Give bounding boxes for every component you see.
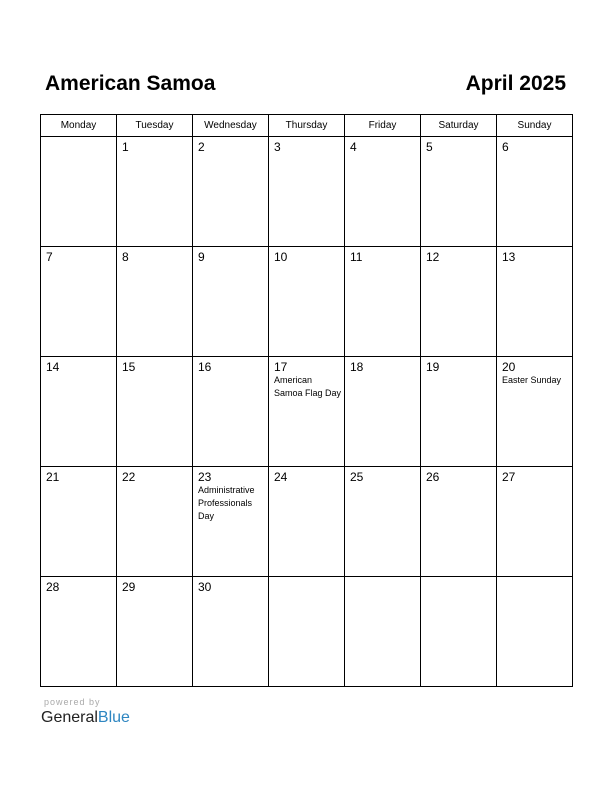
day-cell — [41, 357, 117, 467]
day-number: 19 — [426, 360, 440, 374]
day-cell — [269, 467, 345, 577]
day-number: 3 — [274, 140, 281, 154]
day-number — [421, 577, 496, 580]
holiday-label: Easter Sunday — [502, 375, 562, 385]
week-row — [41, 357, 573, 467]
day-cell — [117, 357, 193, 467]
day-number: 26 — [426, 470, 440, 484]
day-number: 29 — [122, 580, 136, 594]
day-number: 27 — [502, 470, 516, 484]
day-cell — [497, 137, 573, 247]
calendar-month-title: April 2025 — [465, 72, 566, 95]
day-cell — [345, 467, 421, 577]
brand-blue-text: Blue — [97, 709, 130, 726]
week-row — [41, 137, 573, 247]
day-number: 2 — [198, 140, 205, 154]
day-number: 9 — [198, 250, 205, 264]
day-cell — [193, 357, 269, 467]
holiday-label: Administrative Professionals Day — [198, 485, 255, 521]
day-number: 17 — [274, 360, 288, 374]
weekday-header: Thursday — [269, 115, 345, 137]
brand-general-text: General — [41, 709, 98, 726]
day-cell — [41, 467, 117, 577]
day-number — [345, 577, 420, 580]
day-cell — [41, 577, 117, 687]
day-cell — [497, 247, 573, 357]
day-number: 18 — [350, 360, 364, 374]
week-row — [41, 247, 573, 357]
day-cell — [117, 577, 193, 687]
day-number: 1 — [122, 140, 129, 154]
calendar-region-title: American Samoa — [45, 72, 216, 95]
day-number: 22 — [122, 470, 136, 484]
calendar-grid — [40, 114, 573, 687]
day-cell — [269, 577, 345, 687]
day-number: 21 — [46, 470, 60, 484]
day-cell — [345, 247, 421, 357]
day-cell — [193, 137, 269, 247]
day-cell — [193, 467, 269, 577]
day-number: 24 — [274, 470, 288, 484]
day-cell — [193, 247, 269, 357]
day-number: 10 — [274, 250, 288, 264]
weekday-header-row — [41, 115, 573, 137]
day-number: 12 — [426, 250, 440, 264]
day-cell — [421, 247, 497, 357]
day-number: 28 — [46, 580, 60, 594]
weekday-header: Friday — [345, 115, 421, 137]
holiday-label: American Samoa Flag Day — [274, 375, 342, 398]
day-cell — [497, 357, 573, 467]
day-cell — [421, 577, 497, 687]
day-number: 13 — [502, 250, 516, 264]
day-cell — [345, 137, 421, 247]
weekday-header: Wednesday — [193, 115, 269, 137]
day-number: 14 — [46, 360, 60, 374]
day-number: 5 — [426, 140, 433, 154]
day-number: 7 — [46, 250, 53, 264]
day-number — [497, 577, 572, 580]
week-row — [41, 467, 573, 577]
day-cell — [269, 247, 345, 357]
day-number: 15 — [122, 360, 136, 374]
day-cell — [269, 357, 345, 467]
day-cell — [497, 467, 573, 577]
day-number: 8 — [122, 250, 129, 264]
generalblue-logo[interactable] — [41, 708, 130, 728]
day-cell — [117, 247, 193, 357]
day-number — [41, 137, 116, 140]
day-cell — [421, 357, 497, 467]
weekday-header: Tuesday — [117, 115, 193, 137]
day-cell — [117, 467, 193, 577]
day-cell — [41, 247, 117, 357]
day-cell — [193, 577, 269, 687]
day-number: 16 — [198, 360, 212, 374]
weekday-header: Sunday — [497, 115, 573, 137]
day-cell — [117, 137, 193, 247]
week-row — [41, 577, 573, 687]
day-cell — [345, 357, 421, 467]
day-cell — [41, 137, 117, 247]
day-cell — [269, 137, 345, 247]
day-number: 25 — [350, 470, 364, 484]
day-number: 6 — [502, 140, 509, 154]
day-number: 20 — [502, 360, 516, 374]
powered-by-label: powered by — [44, 697, 101, 707]
day-number: 23 — [198, 470, 212, 484]
day-number: 30 — [198, 580, 212, 594]
day-number — [269, 577, 344, 580]
day-cell — [421, 137, 497, 247]
weekday-header: Saturday — [421, 115, 497, 137]
day-cell — [421, 467, 497, 577]
day-cell — [497, 577, 573, 687]
day-cell — [345, 577, 421, 687]
weekday-header: Monday — [41, 115, 117, 137]
day-number: 11 — [350, 250, 363, 264]
day-number: 4 — [350, 140, 357, 154]
